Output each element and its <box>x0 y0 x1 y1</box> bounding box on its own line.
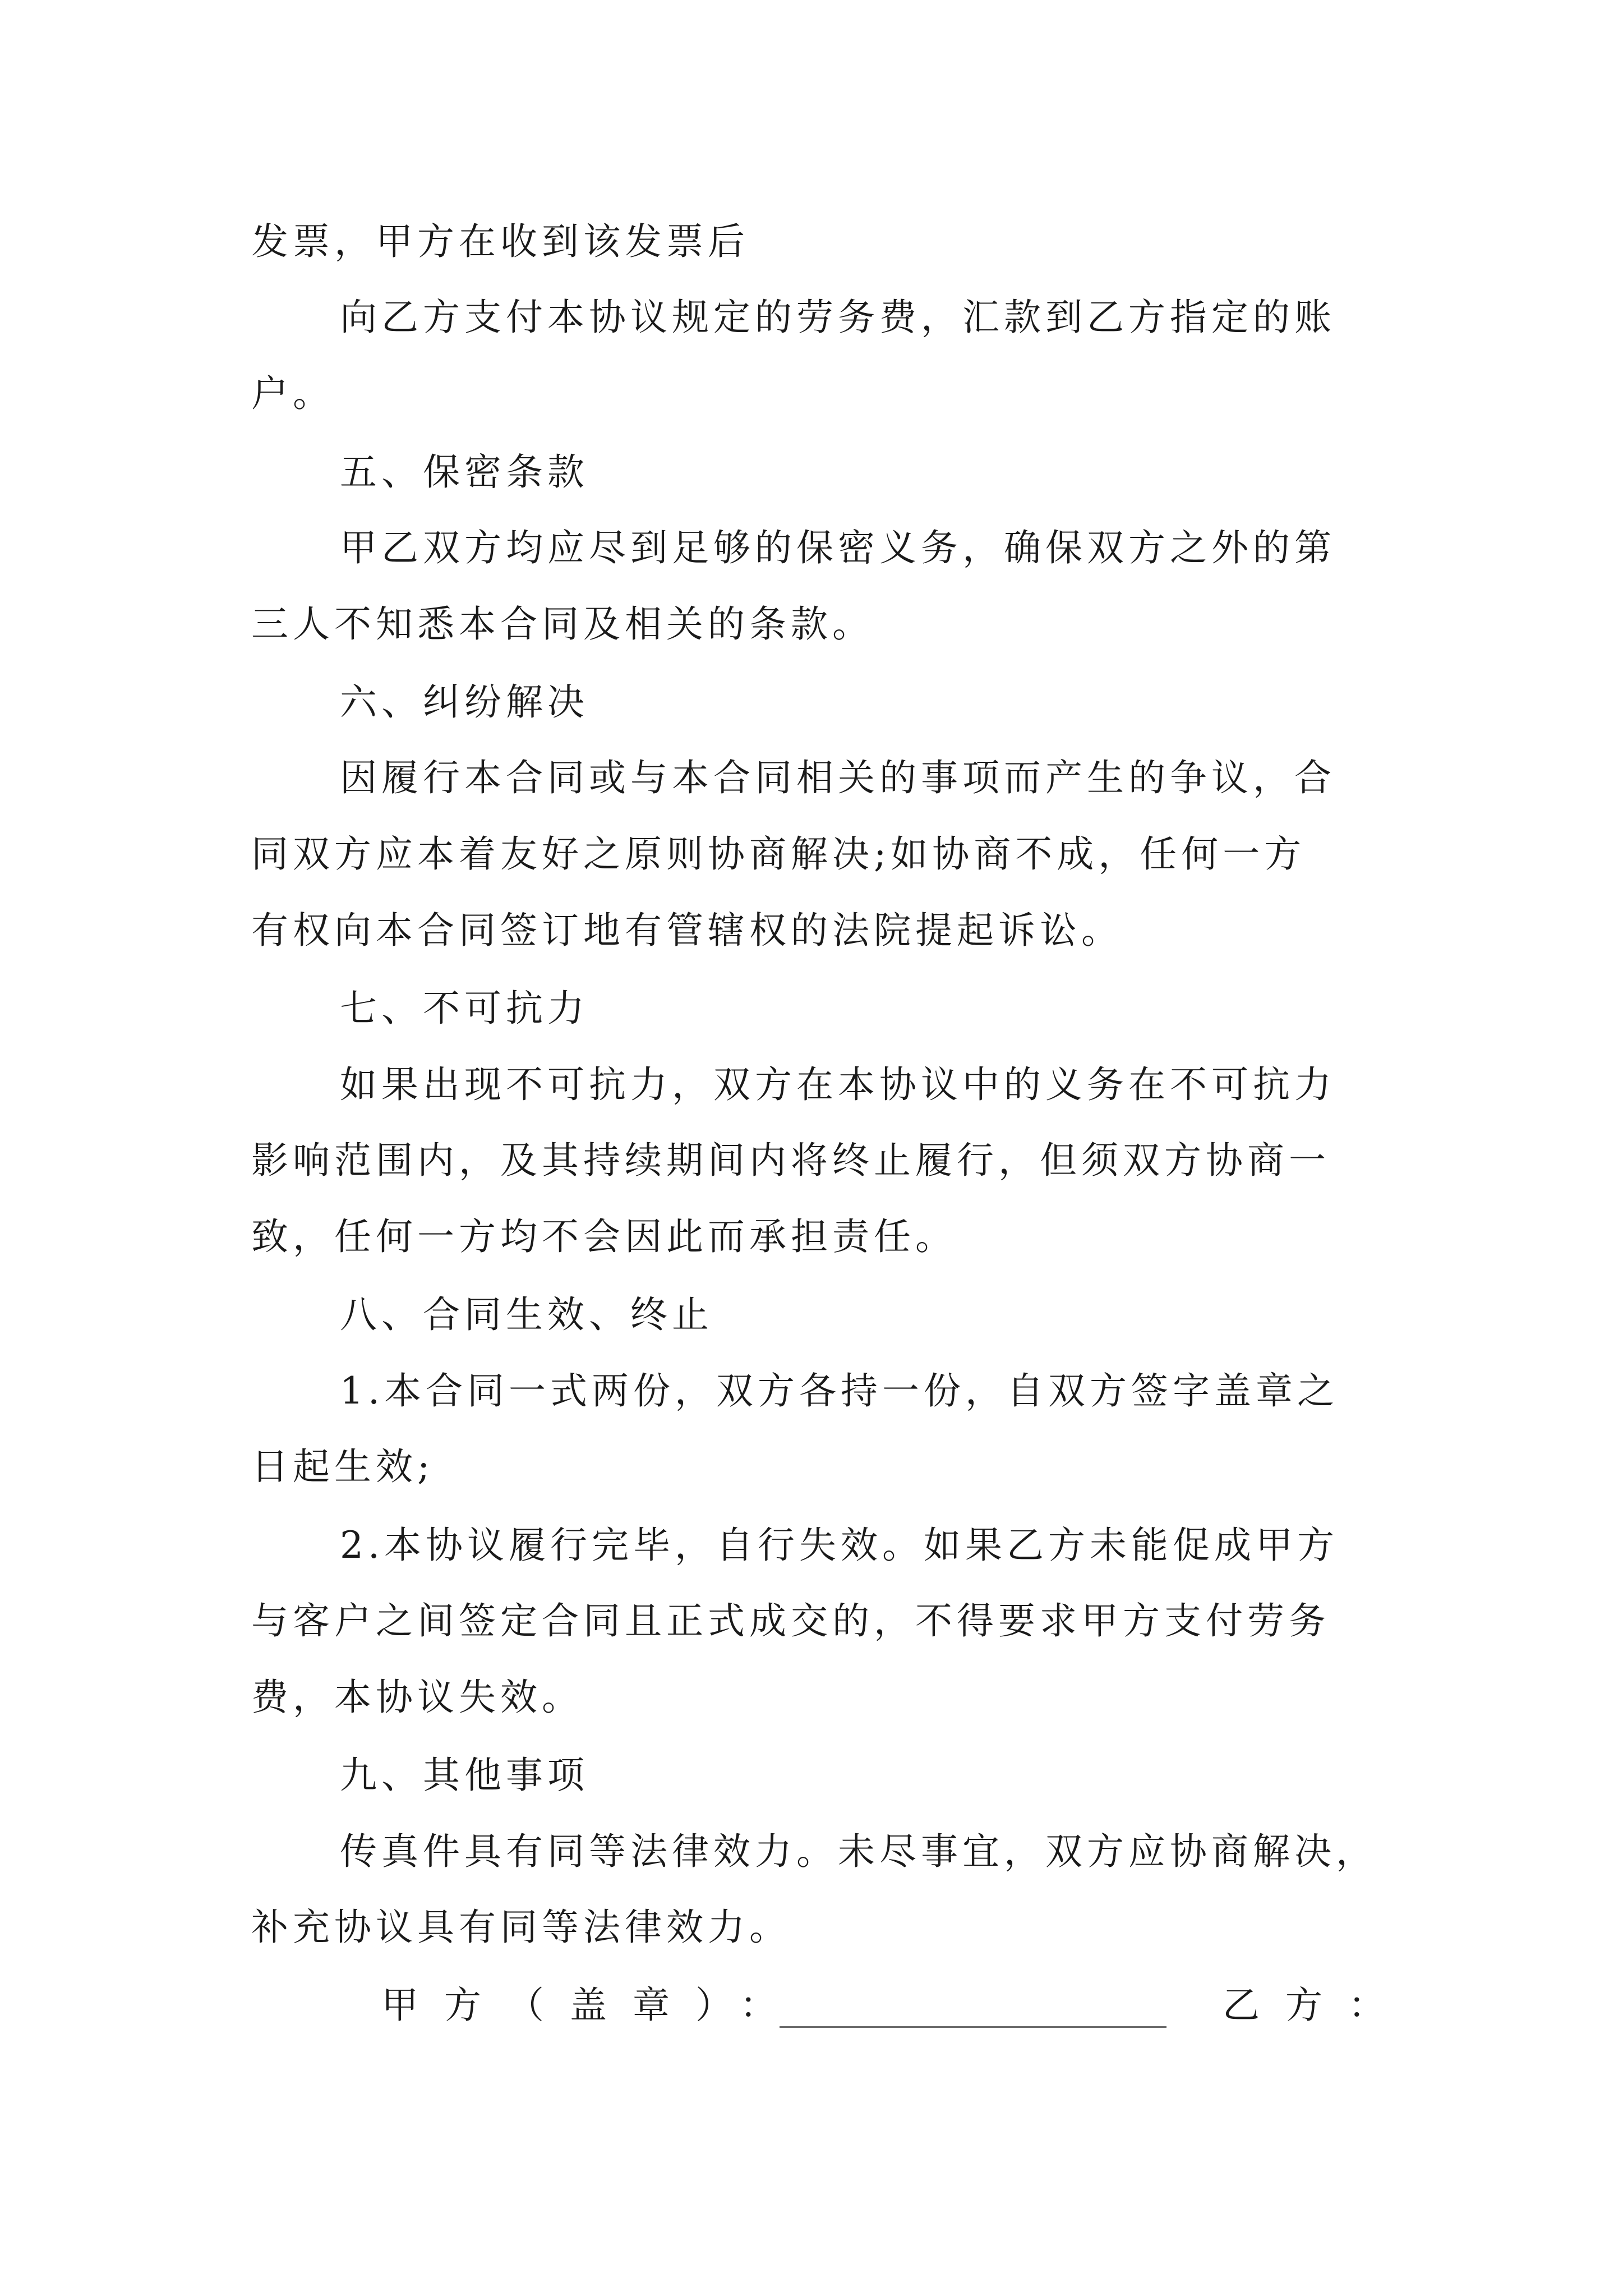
text-line: 影响范围内，及其持续期间内将终止履行，但须双方协商一 <box>251 1139 1330 1182</box>
text-line: 户。 <box>251 372 334 415</box>
text-line: 同双方应本着友好之原则协商解决;如协商不成，任何一方 <box>251 832 1306 876</box>
text-line: 发票，甲方在收到该发票后 <box>251 220 749 263</box>
text-line: 传真件具有同等法律效力。未尽事宜，双方应协商解决， <box>340 1830 1377 1873</box>
section-heading: 五、保密条款 <box>340 450 589 494</box>
text-line: 如果出现不可抗力，双方在本协议中的义务在不可抗力 <box>340 1063 1336 1106</box>
text-line: 三人不知悉本合同及相关的条款。 <box>251 602 874 646</box>
party-b-signature-label: 乙方： <box>1223 1984 1411 2027</box>
text-line: 致，任何一方均不会因此而承担责任。 <box>251 1215 957 1258</box>
text-line: 补充协议具有同等法律效力。 <box>251 1906 791 1949</box>
party-a-signature-label: 甲方（盖章）： <box>381 1984 803 2027</box>
text-line: 向乙方支付本协议规定的劳务费，汇款到乙方指定的账 <box>340 296 1336 339</box>
text-line: 有权向本合同签订地有管辖权的法院提起诉讼。 <box>251 909 1123 952</box>
text-line: 1.本合同一式两份，双方各持一份，自双方签字盖章之 <box>340 1369 1339 1412</box>
text-line: 与客户之间签定合同且正式成交的，不得要求甲方支付劳务 <box>251 1599 1330 1642</box>
section-heading: 八、合同生效、终止 <box>340 1293 713 1336</box>
text-line: 2.本协议履行完毕，自行失效。如果乙方未能促成甲方 <box>340 1524 1339 1567</box>
section-heading: 七、不可抗力 <box>340 987 589 1030</box>
text-line: 费，本协议失效。 <box>251 1676 583 1719</box>
text-line: 甲乙双方均应尽到足够的保密义务，确保双方之外的第 <box>340 526 1336 569</box>
text-line: 因履行本合同或与本合同相关的事项而产生的争议，合 <box>340 756 1336 799</box>
text-line: 日起生效; <box>251 1445 435 1488</box>
section-heading: 九、其他事项 <box>340 1754 589 1797</box>
section-heading: 六、纠纷解决 <box>340 680 589 724</box>
signature-blank-line <box>780 2026 1166 2028</box>
